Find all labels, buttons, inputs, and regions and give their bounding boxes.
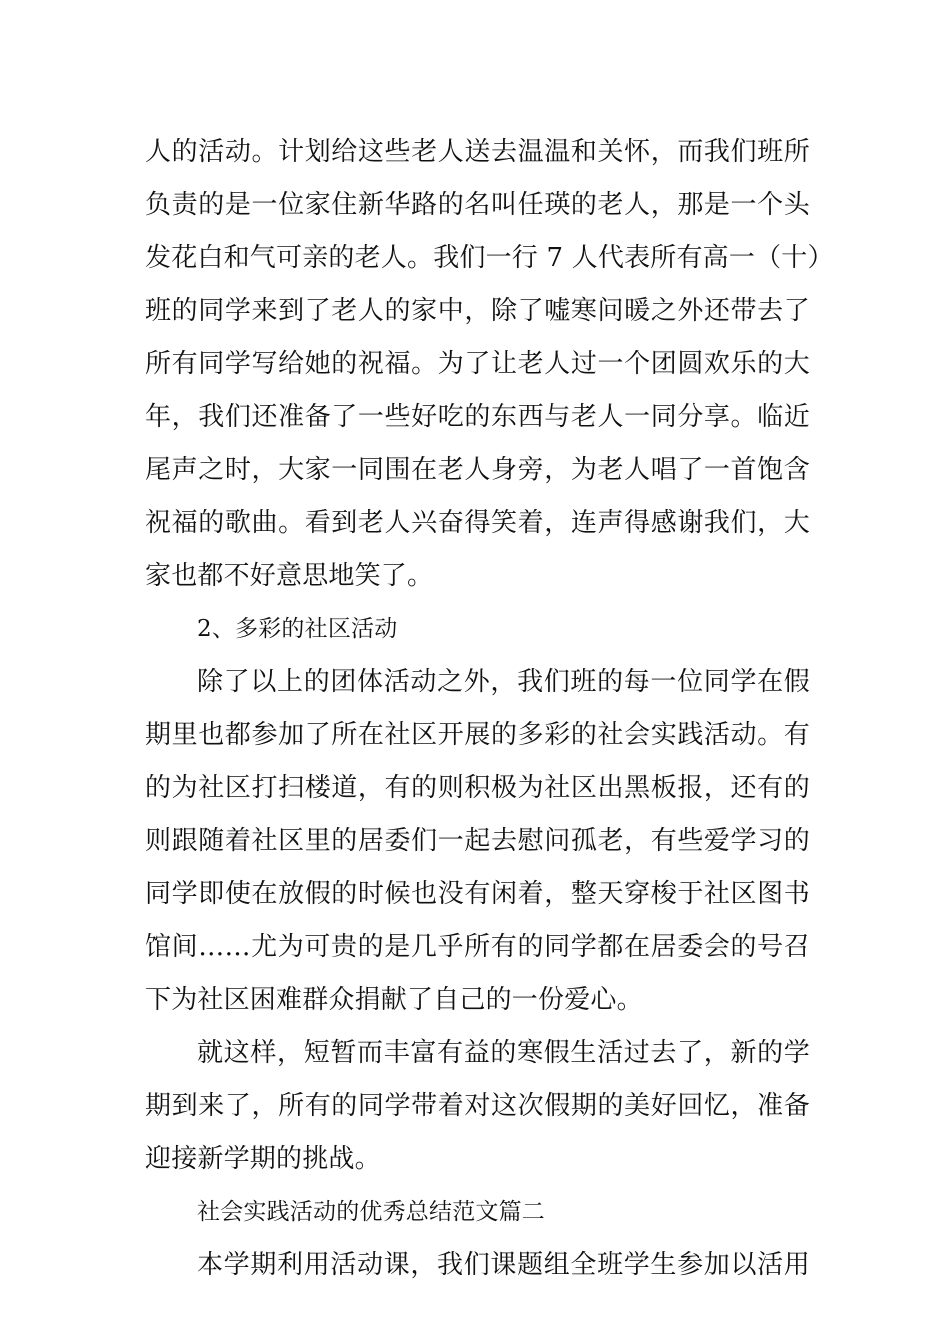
text-line: 年，我们还准备了一些好吃的东西与老人一同分享。临近 (145, 402, 810, 432)
text-line: 家也都不好意思地笑了。 (145, 561, 434, 591)
text-line: 发花白和气可亲的老人。我们一行 7 人代表所有高一（十） (145, 243, 834, 273)
text-line: 负责的是一位家住新华路的名叫任瑛的老人，那是一个头 (145, 190, 810, 220)
text-line: 同学即使在放假的时候也没有闲着，整天穿梭于社区图书 (145, 879, 810, 909)
paragraph-first-line: 本学期利用活动课，我们课题组全班学生参加以活用 (197, 1250, 810, 1280)
text-line: 所有同学写给她的祝福。为了让老人过一个团圆欢乐的大 (145, 349, 810, 379)
text-line: 馆间……尤为可贵的是几乎所有的同学都在居委会的号召 (145, 932, 810, 962)
paragraph-first-line: 就这样，短暂而丰富有益的寒假生活过去了，新的学 (197, 1038, 810, 1068)
article-title: 社会实践活动的优秀总结范文篇二 (197, 1199, 545, 1225)
text-line: 则跟随着社区里的居委们一起去慰问孤老，有些爱学习的 (145, 826, 810, 856)
text-line: 尾声之时，大家一同围在老人身旁，为老人唱了一首饱含 (145, 455, 810, 485)
section-heading: 2、多彩的社区活动 (197, 616, 398, 642)
text-line: 人的活动。计划给这些老人送去温温和关怀，而我们班所 (145, 137, 810, 167)
text-line: 祝福的歌曲。看到老人兴奋得笑着，连声得感谢我们，大 (145, 508, 810, 538)
paragraph-first-line: 除了以上的团体活动之外，我们班的每一位同学在假 (197, 667, 810, 697)
text-line: 下为社区困难群众捐献了自己的一份爱心。 (145, 985, 643, 1015)
text-line: 迎接新学期的挑战。 (145, 1144, 381, 1174)
body-text (145, 126, 834, 1292)
text-line: 班的同学来到了老人的家中，除了嘘寒问暖之外还带去了 (145, 296, 810, 326)
text-line: 期里也都参加了所在社区开展的多彩的社会实践活动。有 (145, 720, 810, 750)
text-line: 的为社区打扫楼道，有的则积极为社区出黑板报，还有的 (145, 773, 810, 803)
text-line: 期到来了，所有的同学带着对这次假期的美好回忆，准备 (145, 1091, 810, 1121)
